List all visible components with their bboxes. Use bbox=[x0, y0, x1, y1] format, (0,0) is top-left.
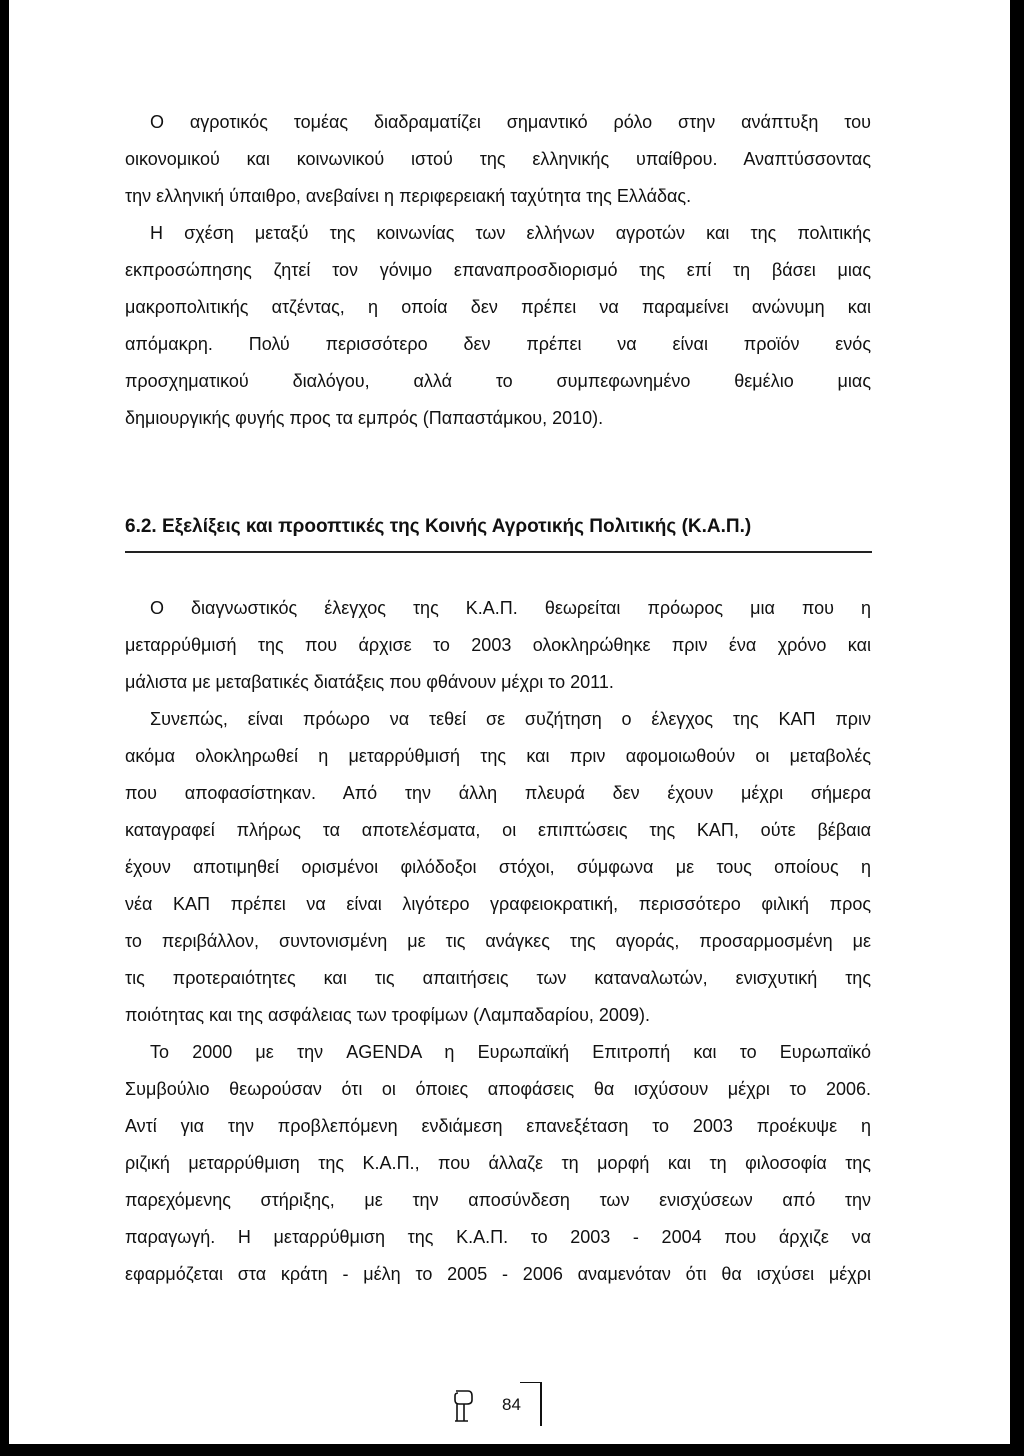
section-heading: 6.2. Εξελίξεις και προοπτικές της Κοινής Αγροτικής Πολιτικής (Κ.Α.Π.) bbox=[125, 516, 752, 537]
footer-rule-top bbox=[520, 1382, 540, 1383]
scan-border-bottom bbox=[0, 1444, 1024, 1456]
page-footer bbox=[448, 1380, 548, 1430]
text-line: ακόμα ολοκληρωθεί η μεταρρύθμισή της και πριν αφομοιωθούν οι μεταβολές bbox=[125, 746, 871, 766]
text-line: Ο αγροτικός τομέας διαδραματίζει σημαντικό ρόλο στην ανάπτυξη του bbox=[150, 112, 871, 132]
text-line: τις προτεραιότητες και τις απαιτήσεις των καταναλωτών, ενισχυτική της bbox=[125, 968, 871, 988]
scan-border-right bbox=[1010, 0, 1024, 1456]
text-line: έχουν αποτιμηθεί ορισμένοι φιλόδοξοι στόχοι, σύμφωνα με τους οποίους η bbox=[125, 857, 871, 877]
section-paragraphs bbox=[125, 590, 871, 1293]
text-line: καταγραφεί πλήρως τα αποτελέσματα, οι επιπτώσεις της ΚΑΠ, ούτε βέβαια bbox=[125, 820, 871, 840]
text-line: Συνεπώς, είναι πρόωρο να τεθεί σε συζήτηση ο έλεγχος της ΚΑΠ πριν bbox=[150, 709, 871, 729]
text-line: οικονομικού και κοινωνικού ιστού της ελληνικής υπαίθρου. Αναπτύσσοντας bbox=[125, 149, 871, 169]
footer-rule-vertical bbox=[540, 1382, 542, 1426]
text-line: ριζική μεταρρύθμιση της Κ.Α.Π., που άλλαζε τη μορφή και τη φιλοσοφία της bbox=[125, 1153, 871, 1173]
scan-border-left bbox=[0, 0, 9, 1456]
intro-paragraphs bbox=[125, 104, 871, 437]
text-line: απόμακρη. Πολύ περισσότερο δεν πρέπει να είναι προϊόν ενός bbox=[125, 334, 871, 354]
text-line: προσχηματικού διαλόγου, αλλά το συμπεφωνημένο θεμέλιο μιας bbox=[125, 371, 871, 391]
text-line: μακροπολιτικής ατζέντας, η οποία δεν πρέπει να παραμείνει ανώνυμη και bbox=[125, 297, 871, 317]
heading-underline bbox=[125, 551, 872, 553]
text-line: την ελληνική ύπαιθρο, ανεβαίνει η περιφερειακή ταχύτητα της Ελλάδας. bbox=[125, 186, 692, 206]
text-line: Το 2000 με την AGENDA η Ευρωπαϊκή Επιτροπή και το Ευρωπαϊκό bbox=[150, 1042, 871, 1062]
text-line: το περιβάλλον, συντονισμένη με τις ανάγκες της αγοράς, προσαρμοσμένη με bbox=[125, 931, 871, 951]
text-line: που αποφασίστηκαν. Από την άλλη πλευρά δεν έχουν μέχρι σήμερα bbox=[125, 783, 871, 803]
text-line: Αντί για την προβλεπόμενη ενδιάμεση επανεξέταση το 2003 προέκυψε η bbox=[125, 1116, 871, 1136]
text-line: νέα ΚΑΠ πρέπει να είναι λιγότερο γραφειοκρατική, περισσότερο φιλική προς bbox=[125, 894, 871, 914]
text-line: παρεχόμενης στήριξης, με την αποσύνδεση των ενισχύσεων από την bbox=[125, 1190, 871, 1210]
text-line: μεταρρύθμισή της που άρχισε το 2003 ολοκληρώθηκε πριν ένα χρόνο και bbox=[125, 635, 871, 655]
text-line: ποιότητας και της ασφάλειας των τροφίμων (Λαμπαδαρίου, 2009). bbox=[125, 1005, 650, 1025]
text-line: παραγωγή. Η μεταρρύθμιση της Κ.Α.Π. το 2003 - 2004 που άρχιζε να bbox=[125, 1227, 871, 1247]
text-line: μάλιστα με μεταβατικές διατάξεις που φθάνουν μέχρι το 2011. bbox=[125, 672, 614, 692]
text-line: Συμβούλιο θεωρούσαν ότι οι όποιες αποφάσεις θα ισχύσουν μέχρι το 2006. bbox=[125, 1079, 871, 1099]
text-line: Η σχέση μεταξύ της κοινωνίας των ελλήνων αγροτών και της πολιτικής bbox=[150, 223, 871, 243]
publisher-logo-icon bbox=[452, 1388, 474, 1424]
text-line: εκπροσώπησης ζητεί τον γόνιμο επαναπροσδιορισμό της επί τη βάσει μιας bbox=[125, 260, 871, 280]
text-line: Ο διαγνωστικός έλεγχος της Κ.Α.Π. θεωρείται πρόωρος μια που η bbox=[150, 598, 871, 618]
text-line: εφαρμόζεται στα κράτη - μέλη το 2005 - 2006 αναμενόταν ότι θα ισχύσει μέχρι bbox=[125, 1264, 871, 1284]
page-number: 84 bbox=[502, 1395, 521, 1414]
text-line: δημιουργικής φυγής προς τα εμπρός (Παπαστάμκου, 2010). bbox=[125, 408, 604, 428]
